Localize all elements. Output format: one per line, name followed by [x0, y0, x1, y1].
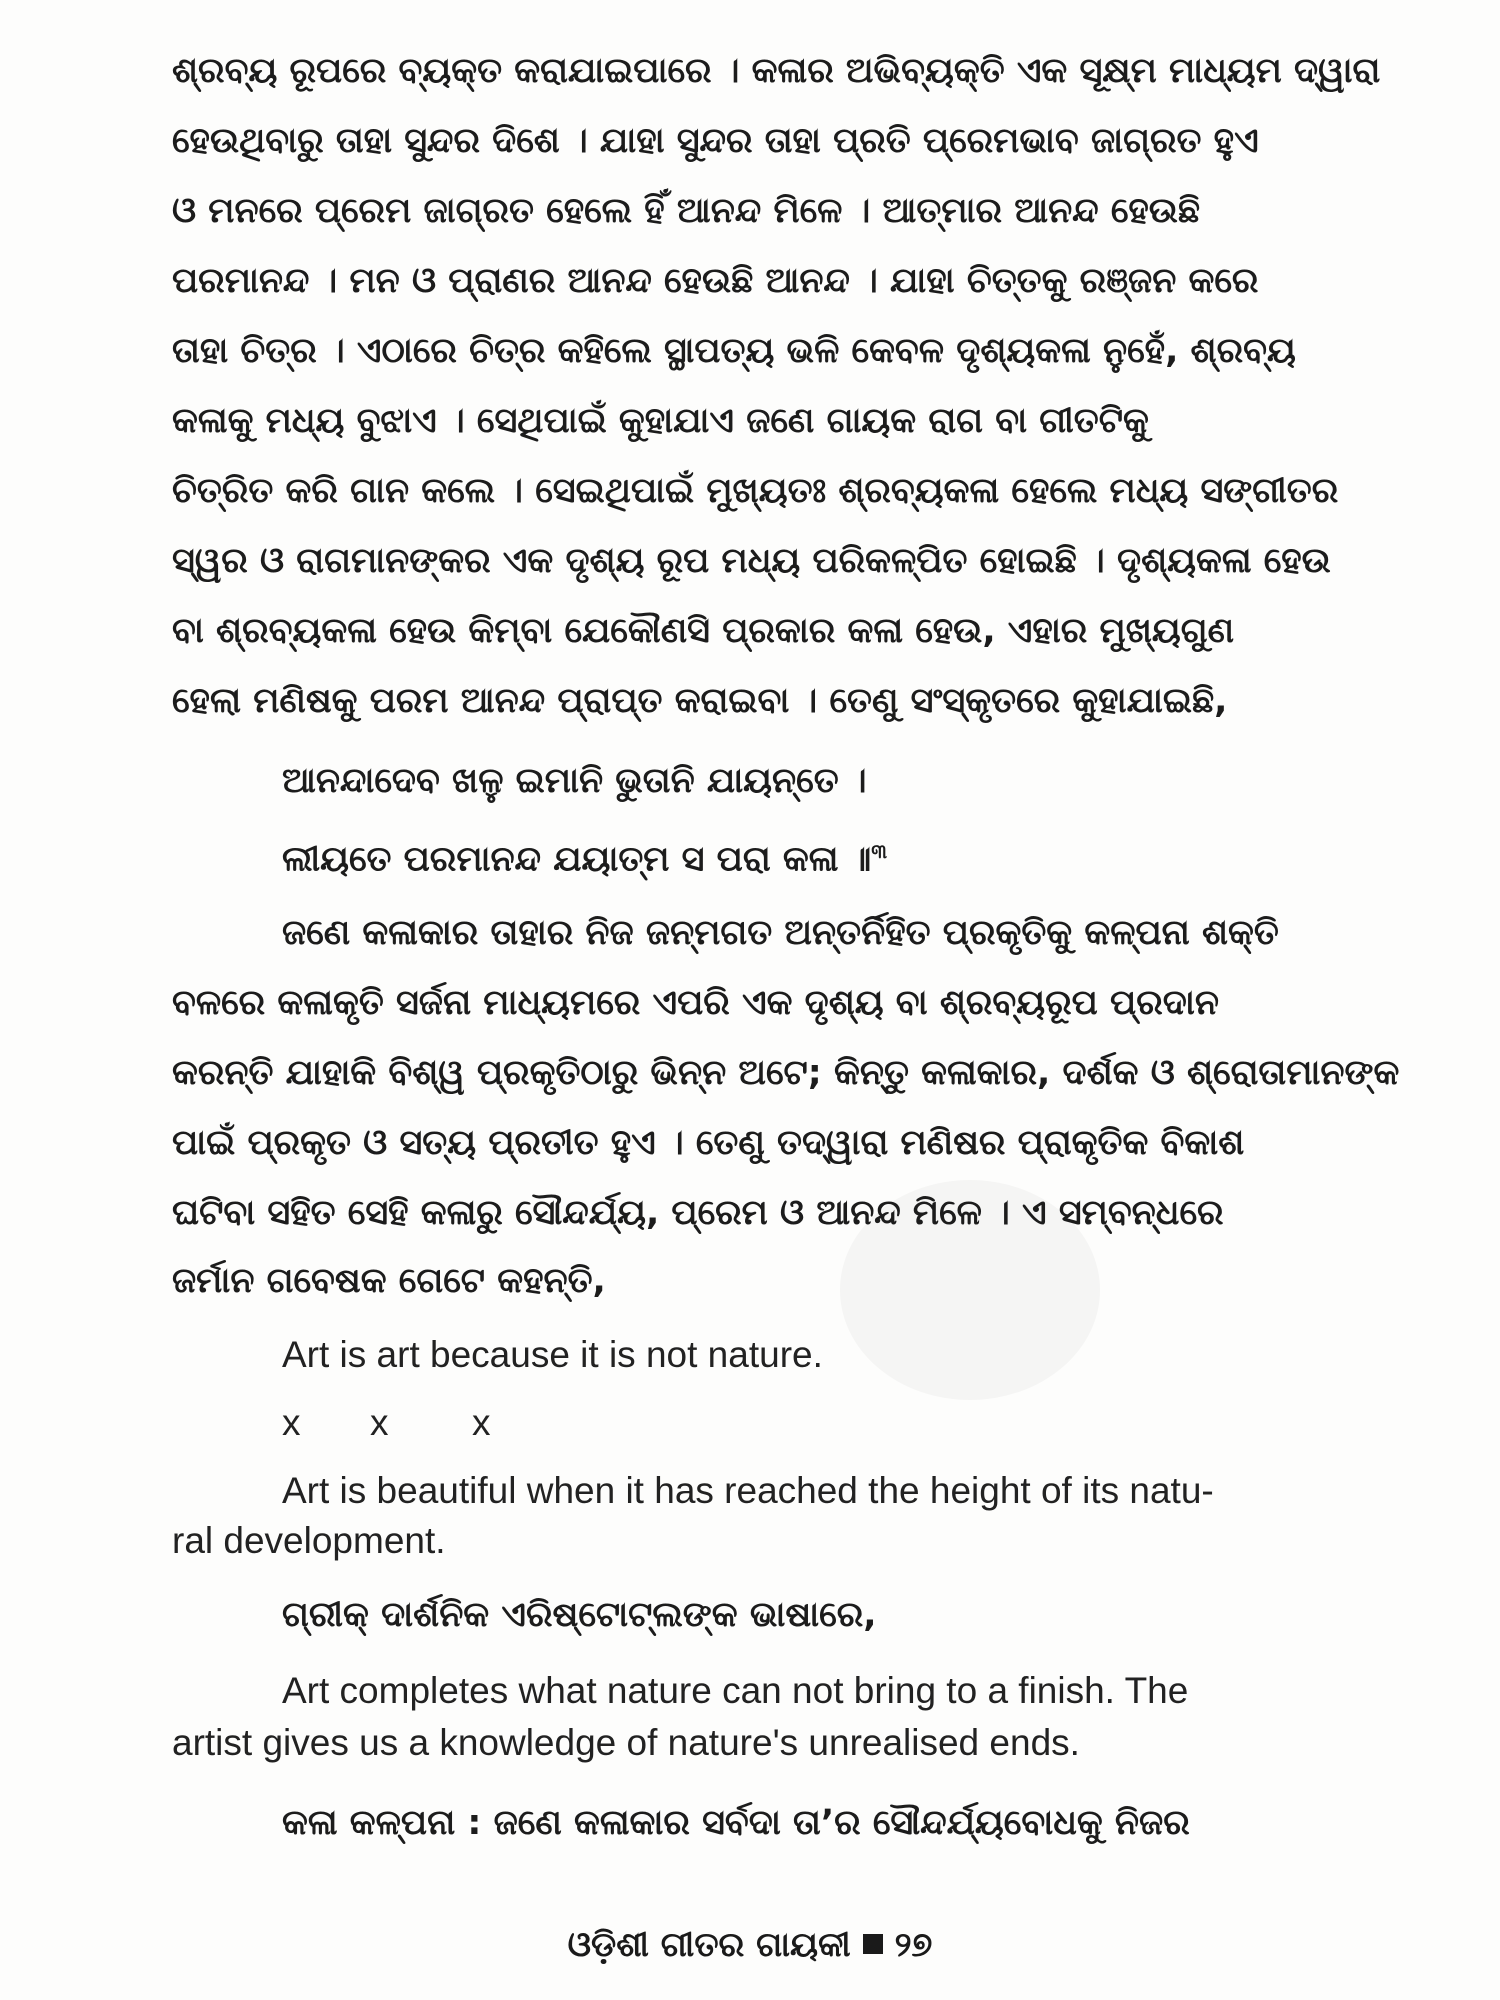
verse-line: ଆନନ୍ଦାଦେବ ଖଳୁ ଇମାନି ଭୁତାନି ଯାୟନ୍ତେ ।	[282, 761, 867, 801]
body-line: ତାହା ଚିତ୍ର । ଏଠାରେ ଚିତ୍ର କହିଲେ ସ୍ଥାପତ୍ୟ ଭଳି କେବଳ ଦୃଶ୍ୟକଳା ନୁହେଁ, ଶ୍ରବ୍ୟ	[172, 331, 1296, 371]
body-line: ଶ୍ରବ୍ୟ ରୂପରେ ବ୍ୟକ୍ତ କରାଯାଇପାରେ । କଳାର ଅଭିବ୍ୟକ୍ତି ଏକ ସୂକ୍ଷ୍ମ ମାଧ୍ୟମ ଦ୍ୱାରା	[172, 51, 1381, 91]
body-line: ଜଣେ କଳାକାର ତାହାର ନିଜ ଜନ୍ମଗତ ଅନ୍ତର୍ନିହିତ ପ୍ରକୃତିକୁ କଳ୍ପନା ଶକ୍ତି	[282, 913, 1279, 953]
section-paragraph	[282, 1800, 1190, 1846]
body-line: ପାଇଁ ପ୍ରକୃତ ଓ ସତ୍ୟ ପ୍ରତୀତ ହୁଏ । ତେଣୁ ତଦ୍ୱାରା ମଣିଷର ପ୍ରାକୃତିକ ବିକାଶ	[172, 1123, 1245, 1163]
quote-line: Art completes what nature can not bring to a finish. The	[282, 1670, 1189, 1711]
section-heading: କଳା କଳ୍ପନା :	[282, 1803, 482, 1843]
body-line: ବଳରେ କଳାକୃତି ସର୍ଜନା ମାଧ୍ୟମରେ ଏପରି ଏକ ଦୃଶ୍ୟ ବା ଶ୍ରବ୍ୟରୂପ ପ୍ରଦାନ	[172, 983, 1219, 1023]
body-line: ବା ଶ୍ରବ୍ୟକଳା ହେଉ କିମ୍ବା ଯେକୌଣସି ପ୍ରକାର କଳା ହେଉ, ଏହାର ମୁଖ୍ୟଗୁଣ	[172, 611, 1235, 651]
body-line: ହେଲା ମଣିଷକୁ ପରମ ଆନନ୍ଦ ପ୍ରାପ୍ତ କରାଇବା । ତେଣୁ ସଂସ୍କୃତରେ କୁହାଯାଇଛି,	[172, 681, 1228, 721]
body-line: ଓ ମନରେ ପ୍ରେମ ଜାଗ୍ରତ ହେଲେ ହିଁ ଆନନ୍ଦ ମିଳେ । ଆତ୍ମାର ଆନନ୍ଦ ହେଉଛି	[172, 191, 1201, 231]
verse-line-with-footnote	[282, 828, 887, 883]
page-number: ୨୭	[894, 1925, 933, 1965]
quote-goethe-1: Art is art because it is not nature.	[282, 1334, 823, 1375]
verse-line: ଲୀୟତେ ପରମାନନ୍ଦ ଯୟାତ୍ମ ସ ପରା କଳା ॥	[282, 839, 872, 880]
body-line: କଳାକୁ ମଧ୍ୟ ବୁଝାଏ । ସେଥିପାଇଁ କୁହାଯାଏ ଜଣେ ଗାୟକ ରାଗ ବା ଗୀତଟିକୁ	[172, 401, 1149, 441]
footer-book-title: ଓଡ଼ିଶୀ ଗୀତର ଗାୟକୀ	[567, 1925, 851, 1965]
separator-x: x	[282, 1402, 301, 1443]
separator-x: x	[370, 1402, 389, 1443]
aristotle-intro: ଗ୍ରୀକ୍ ଦାର୍ଶନିକ ଏରିଷ୍ଟୋଟ୍‌ଲଙ୍କ ଭାଷାରେ,	[282, 1595, 877, 1635]
body-line: କରନ୍ତି ଯାହାକି ବିଶ୍ୱ ପ୍ରକୃତିଠାରୁ ଭିନ୍ନ ଅଟେ; କିନ୍ତୁ କଳାକାର, ଦର୍ଶକ ଓ ଶ୍ରୋତାମାନଙ୍କ	[172, 1053, 1400, 1093]
quote-line: artist gives us a knowledge of nature's unrealised ends.	[172, 1722, 1080, 1763]
section-text: ଜଣେ କଳାକାର ସର୍ବଦା ତା’ର ସୌନ୍ଦର୍ଯ୍ୟବୋଧକୁ ନିଜର	[493, 1803, 1190, 1843]
quote-line: ral development.	[172, 1520, 446, 1561]
body-line: ସ୍ୱର ଓ ରାଗମାନଙ୍କର ଏକ ଦୃଶ୍ୟ ରୂପ ମଧ୍ୟ ପରିକଳ୍ପିତ ହୋଇଛି । ଦୃଶ୍ୟକଳା ହେଉ	[172, 541, 1331, 581]
footer-square-bullet	[863, 1934, 883, 1954]
quote-line: Art is beautiful when it has reached the height of its natu-	[282, 1470, 1214, 1511]
body-line: ହେଉଥିବାରୁ ତାହା ସୁନ୍ଦର ଦିଶେ । ଯାହା ସୁନ୍ଦର ତାହା ପ୍ରତି ପ୍ରେମଭାବ ଜାଗ୍ରତ ହୁଏ	[172, 121, 1259, 161]
page-footer	[0, 1922, 1500, 1968]
footnote-marker: ୩	[871, 839, 888, 863]
body-line: ପରମାନନ୍ଦ । ମନ ଓ ପ୍ରାଣର ଆନନ୍ଦ ହେଉଛି ଆନନ୍ଦ । ଯାହା ଚିତ୍ତକୁ ରଞ୍ଜନ କରେ	[172, 261, 1259, 301]
separator-x: x	[472, 1402, 491, 1443]
body-line: ଜର୍ମାନ ଗବେଷକ ଗେଟେ କହନ୍ତି,	[172, 1261, 606, 1301]
body-line: ଚିତ୍ରିତ କରି ଗାନ କଲେ । ସେଇଥିପାଇଁ ମୁଖ୍ୟତଃ ଶ୍ରବ୍ୟକଳା ହେଲେ ମଧ୍ୟ ସଙ୍ଗୀତର	[172, 471, 1339, 511]
body-line: ଘଟିବା ସହିତ ସେହି କଳାରୁ ସୌନ୍ଦର୍ଯ୍ୟ, ପ୍ରେମ ଓ ଆନନ୍ଦ ମିଳେ । ଏ ସମ୍ବନ୍ଧରେ	[172, 1193, 1224, 1233]
